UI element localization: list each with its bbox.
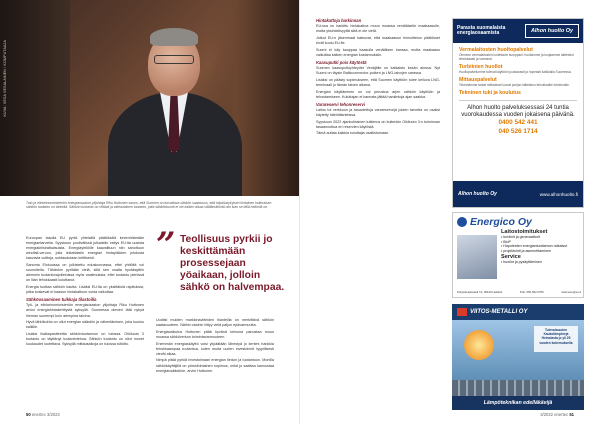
metalli-logo-icon	[457, 308, 467, 316]
page-number: 51	[569, 412, 574, 417]
photo-hair	[150, 28, 198, 46]
service-desc: Tekemämme tarkat mittaukset luovat pohjan laitteiston tehokkaalle toiminnalle.	[459, 83, 570, 87]
energico-photo	[457, 235, 497, 279]
paragraph: Energiavaikutus Huttunen pitää hyvänä keinona panostaa muun muassa sähköverkon toimintavarmuuteen.	[156, 329, 274, 339]
paragraph: Suomi ei käy kauppaa kaasulla venäläisen kanssa, mutta maakaasu vaikuttaa kaiken energian kustannuksiin.	[316, 47, 440, 57]
paragraph: EU:ssa on harkittu hintakattoa muun muassa venäläiselle maakaasulle, mutta yksimielisyyttä siitä ei ole vielä.	[316, 24, 440, 34]
left-column-1	[26, 236, 144, 349]
sun-graphic	[464, 330, 494, 360]
paragraph: Syyskuun 2022 ajankohtainen tutkimus on kuitenkin Olkiluoto 3:n toiminnan tasaannuttua eri reservien käytöstä.	[316, 119, 440, 129]
paragraph: Enemmän energiaskäyttö voisi ylipäätään lähestyä jo kentes hankkia tehokkaampaa tuotantoa, kuten muita uuden investoinnit tyypillisesti vievät aikaa.	[156, 341, 274, 356]
contact-info	[457, 291, 581, 294]
list-item: • huollot ja pysäyttäminen	[501, 260, 542, 265]
subheading: Kaasuputki pois käytöstä	[316, 59, 367, 65]
folio-right	[540, 412, 574, 417]
paragraph: Suomen kaasuputkiyhteydet Venäjälle on katkaistu kesän alussa. Nyt Suomi on täysin Balticconnector-putken ja LNG-laivojen varassa.	[316, 65, 440, 76]
paragraph: Sanoma Elokuussa on julkistettu eduskunnassa, ettei yhtiöitä voi suunnitella. Tähänkin pyritään vielä, sillä sen osalta hyväksyttiin aiemmin tuotantorajoitetuissa myös vaatimuksia, ettei tuotanto pienissä on liian tehokkaasti kuluttanut.	[26, 263, 144, 283]
ad-header	[453, 19, 583, 43]
ad-header	[452, 304, 584, 320]
portrait-photo	[0, 0, 300, 196]
paragraph: Euroopan tasolla EU pyrkii yhteisillä päätöksillä kevenhtämään energiantarvetta. Syyskuun puolivälissä julkaistiin esitys EU:lta uusista energiakriisiratkaisuista. Energiayhtiöille kaavailtuun niin sanottuun windfall-veroon, jolla leikattaisiin energian hintapiikkien johdosta kasvavia voittoja, suhtaudutaan kriittisesti.	[26, 236, 144, 261]
folio-left	[26, 412, 60, 417]
subheading: Sähköosaaminen tuikkaja tilastoilla	[26, 297, 97, 303]
service-desc: Olemme vermalaitosten luotettavin kumppani: huollamme ja korjaamme laitteistot tehokkaasti ja varmasti.	[459, 53, 574, 61]
left-column-2	[156, 318, 274, 375]
subheading: Hintakattoja harkinnan	[316, 18, 362, 23]
paragraph: Energia tuottaa sähkön kautta. Lisäksi EU:lta on yksittäisiä rajoituksia, jotka koskevat ei kaasun hintakattoon voida vaikuttaa.	[26, 285, 144, 295]
photo-credit: KUVA: VESA VESALAINEN / KOMPUTAAJA	[3, 40, 7, 117]
service-desc: Huoltopalvelumme tulevat käyttöön joustavasti ja nopeasti kaikkialla Suomessa.	[459, 70, 572, 74]
subheading: Varareservi tehonreservi	[316, 101, 365, 107]
ad-badge: Tulevaisuuden Kaukolämpöreja Heinolasta jo yli 25 vuoden kokemuksella	[534, 326, 578, 352]
paragraph: Uudisti muiden markkinaviiteiden tilanteilla on merkittävä sähkön saatavuuteen. Näihin osiohin liittyy vielä paljon epävarmuutta.	[156, 318, 274, 328]
photo-glasses	[154, 55, 194, 64]
service-name: Mittauspalvelut	[459, 77, 497, 83]
magazine-name: enertec	[31, 412, 46, 417]
website-link[interactable]: www.energico.fi	[561, 289, 581, 294]
paragraph: Laitos toi verkkoon ja tasautettuja varareservejä joiden tarvetta on osaksi käytetty häiriötilanteissa.	[316, 107, 440, 117]
pipes-graphic	[452, 380, 584, 396]
phone-number: Puh. 050 502 0750	[520, 289, 544, 294]
paragraph: Lisäksi on päästy sopimukseen, että Suomen käyttöön tulee kelluva LNG-terminaali jo tämän talven aikana.	[316, 77, 440, 87]
quote-mark-icon: ”	[156, 225, 176, 265]
service-name: Vermalaitosten huoltopalvelut	[459, 47, 533, 53]
paragraph: Tämä auttaa kaikkia kuluttajia osallistumaan.	[316, 131, 390, 136]
ad-body	[453, 43, 583, 140]
pull-quote-text: Teollisuus pyrkii jo keskittämään prosessejaan yöaikaan, jolloin sähkö on halvempaa.	[180, 234, 285, 293]
company-name: VIITOS-METALLI OY	[470, 309, 528, 315]
list-item: • projektointi ja asennettaminen	[501, 248, 552, 253]
issue-number: 3/2022	[540, 412, 554, 417]
ad-viitos-metalli	[452, 304, 584, 410]
paragraph: Jotkut EU:n jäsenmaat katsovat, että maakaasun hinnoittelun päätökset eivät kuulu EU:lle.	[316, 35, 440, 45]
ad-footer	[453, 181, 583, 207]
ad-availability: Alhon huolto palveluksessasi 24 tuntia vuorokaudessa vuoden jokaisena päivänä.	[461, 104, 575, 118]
energico-header	[453, 213, 583, 229]
list-item: • Haputeiden energiantuottamon ratkaisut	[501, 244, 568, 249]
right-column	[316, 16, 440, 138]
company-logo: Alhon huolto Oy	[458, 191, 497, 197]
energico-logo-icon	[457, 217, 467, 227]
paragraph: Energian käyttäminen on voi perustua arjen sähkön käyttöön ja tehostamiseen. Kuluttajan ei kannata jättää hankintoja ajan saakka.	[316, 89, 440, 99]
magazine-name: enertec	[554, 412, 569, 417]
page-number: 50	[26, 412, 31, 417]
right-page	[300, 0, 600, 424]
paragraph: Työ- ja elinkeinoministeriön energiaosaston ylijohtaja Riku Huttunen arvioi energiahintakehitystä syksyllä. Suomessa olevien tätä nykyä hieman suurempi kuin aiempina talvina.	[26, 303, 144, 318]
address: Pohjoisesplanadi 7A, 00100 Helsinki	[457, 289, 503, 294]
divider	[459, 100, 577, 101]
website-link[interactable]: www.alhonhuolto.fi	[539, 191, 578, 197]
photo-window	[0, 0, 70, 196]
phone-number: 0400 542 441	[498, 119, 538, 126]
issue-number: 3/2022	[46, 412, 60, 417]
list-item: • turbiinit ja generaattorit	[501, 235, 540, 240]
paragraph: Nimpä pitää pyrkiä investoimaan energian tiedon ja tuotantoon. Monilla sähkökäyttäjillä on pörssihintainen sopimus, mikä jo saattaa kannustaa energiansäästöön, arvioi Huttunen.	[156, 358, 274, 373]
list-item: • BioP	[501, 239, 511, 244]
paragraph: Hyvä lähtökohta on ollut energian säästön ja vähentämisen, joka kuuluu kaikille.	[26, 320, 144, 330]
ad-heading: Service	[501, 254, 521, 261]
ad-tagline: Parasta suomalaista energiaosaamista	[457, 24, 506, 36]
ad-footer: Lämpöteknikan edelläkävijä	[452, 396, 584, 410]
company-name: Energico Oy	[470, 216, 532, 228]
paragraph: Lisäksi lisäkapasiteettia sähköntuotannon on tulossa. Olkiluoto 3 tuotanto on täyttänyt tuotantotehoa. Sähkön tuotanto on ollut monet kuukaudet luotettava. Syksyllä mittausaikoja on tulossa tutkittu.	[26, 331, 144, 347]
phone-number: 040 526 1714	[498, 127, 538, 135]
service-name: Tekninen tuki ja koulutus	[459, 90, 521, 96]
ad-alhon-huolto	[452, 18, 584, 208]
ad-heading: Laitostoimitukset	[501, 229, 548, 235]
ad-energico	[452, 212, 584, 298]
photo-caption: Tuto ja elinkeinoministeriön energiaosaston ylijohtaja Riku Huttunen sanoo, että Suomen on turvattava sähkön saatavuus, että kilpailukykyisen hintainen kotimaisen sähkön tuotanto on tärkeää. Sähkön tuotanto on riittävä ja oikeanlainen tuotanto, jotta sähköntuonti ei ole kaiken aikaa välttämätöntä niin kuin se tällä hetkellä on.	[26, 201, 272, 210]
company-logo: Alhon huolto Oy	[525, 24, 579, 38]
service-name: Turbiinien huollot	[459, 64, 503, 70]
